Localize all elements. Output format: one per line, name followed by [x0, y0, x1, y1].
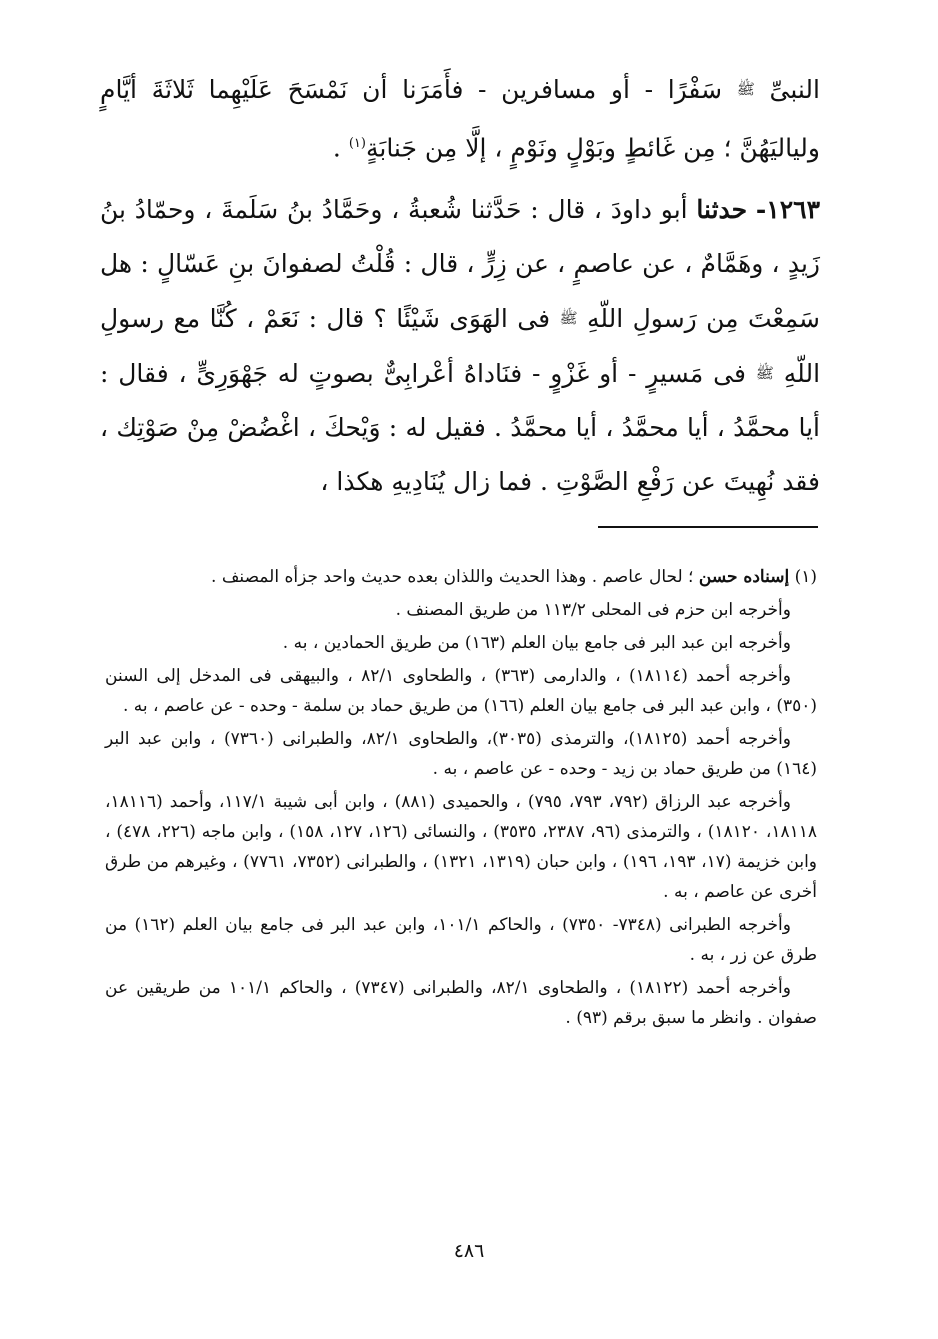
footnote-line: وأخرجه ابن عبد البر فى جامع بيان العلم (١٦٣) من طريق الحمادين ، به . [282, 633, 791, 653]
text-segment: سَفْرًا - أو مسافرين - فأَمَرَنا أن نَمْسَحَ عَلَيْهِما ثَلاثَةَ أيَّامٍ ولياليَهُنَّ ؛ مِن غَائطٍ وبَوْلٍ ونَوْمٍ ، إلَّا مِن جَنابَةٍ [100, 75, 820, 163]
text-segment: فى الهَوَى شَيْئًا ؟ قال : نَعَمْ ، كُنَّا مع رسولِ اللّهِ [100, 304, 821, 389]
footnote-line: وأخرجه أحمد (١٨١١٤) ، والدارمى (٣٦٣) ، والطحاوى ٨٢/١ ، والبيهقى فى المدخل إلى السنن (٣٥٠) ، وابن عبد البر فى جامع بيان العلم (١٦٦) من طريق حماد بن سلمة - وحده - عن عاصم ، به . [105, 666, 817, 716]
footnote-separator [598, 526, 818, 528]
footnote-1 [105, 562, 817, 592]
salla-ligature: ﷺ [736, 80, 755, 98]
text-segment: النبىِّ [769, 75, 820, 104]
main-text [100, 62, 820, 509]
footnote-marker: (١) [348, 136, 366, 151]
footnote-line: وأخرجه عبد الرزاق (٧٩٢، ٧٩٣، ٧٩٥) ، والحميدى (٨٨١) ، وابن أبى شيبة ١١٧/١، وأحمد (١٨١١٦، ١٨١١٨، ١٨١٢٠) ، والترمذى (٩٦، ٢٣٨٧، ٣٥٣٥) ، والنسائى (١٢٦، ١٢٧، ١٥٨) ، وابن ماجه (٢٢٦، ٤٧٨) ، وابن خزيمة (١٧، ١٩٣، ١٩٦) ، وابن حبان (١٣١٩، ١٣٢١) ، والطبرانى (٧٣٥٢، ٧٧٦١) ، وغيرهم من طرق أخرى عن عاصم ، به . [105, 792, 818, 902]
salla-ligature: ﷺ [755, 364, 774, 383]
footnote-line: وأخرجه أحمد (١٨١٢٥)، والترمذى (٣٠٣٥)، والطحاوى ٨٢/١، والطبرانى (٧٣٦٠) ، وابن عبد البر (١٦٤) من طريق حماد بن زيد - وحده - عن عاصم ، به . [105, 729, 817, 779]
footnote-line: وأخرجه الطبرانى (٧٣٤٨- ٧٣٥٠) ، والحاكم ١٠١/١، وابن عبد البر فى جامع بيان العلم (١٦٢) من طرق عن زر ، به . [105, 915, 817, 965]
salla-ligature: ﷺ [559, 309, 578, 328]
footnote-line: وأخرجه أحمد (١٨١٢٢) ، والطحاوى ٨٢/١، والطبرانى (٧٣٤٧) ، والحاكم ١٠١/١ من طريقين عن صفوان . وانظر ما سبق برقم (٩٣) . [105, 978, 817, 1028]
page-number: ٤٨٦ [453, 1240, 485, 1262]
footnotes [105, 562, 817, 1036]
text-segment: . [332, 133, 349, 163]
footnote-line: وأخرجه ابن حزم فى المحلى ١١٣/٢ من طريق المصنف . [395, 600, 791, 620]
hadith-haddathana: حدثنا [696, 195, 748, 225]
footnote-text: ؛ لحال عاصم . وهذا الحديث واللذان بعده حديث واحد جزأه المصنف . [211, 567, 694, 587]
text-segment: فى مَسيرٍ - أو غَزْوٍ - فنَاداهُ أعْرابِىٌّ بصوتٍ له جَهْوَرِىٍّ ، فقال : أيا محمَّدُ ، أيا محمَّدُ ، أيا محمَّدُ . فقيل له : وَيْحكَ ، اغْضُضْ مِنْ صَوْتِك ، فقد نُهِيتَ عن رَفْعِ الصَّوْتِ . فما زال يُنَادِيهِ هكذا ، [100, 359, 820, 497]
paragraph-hadith-end [100, 62, 820, 175]
hadith-number: ١٢٦٣- [755, 195, 821, 225]
text-segment: أبو داودَ ، قال : حَدَّثنا شُعبةُ ، وحَمَّادُ بنُ سَلَمةَ ، وحمّادُ بنُ زَيدٍ ، وهَمَّامٌ ، عن عاصمٍ ، عن زِرٍّ ، قال : قُلْتُ لصفوانَ بنِ عَسّالٍ : هل سَمِعْتَ مِن رَسولِ اللّهِ [100, 195, 820, 334]
footnote-grading: إسناده حسن [698, 567, 790, 587]
footnote-number: (١) [794, 567, 817, 587]
paragraph-hadith-1263 [100, 183, 820, 509]
